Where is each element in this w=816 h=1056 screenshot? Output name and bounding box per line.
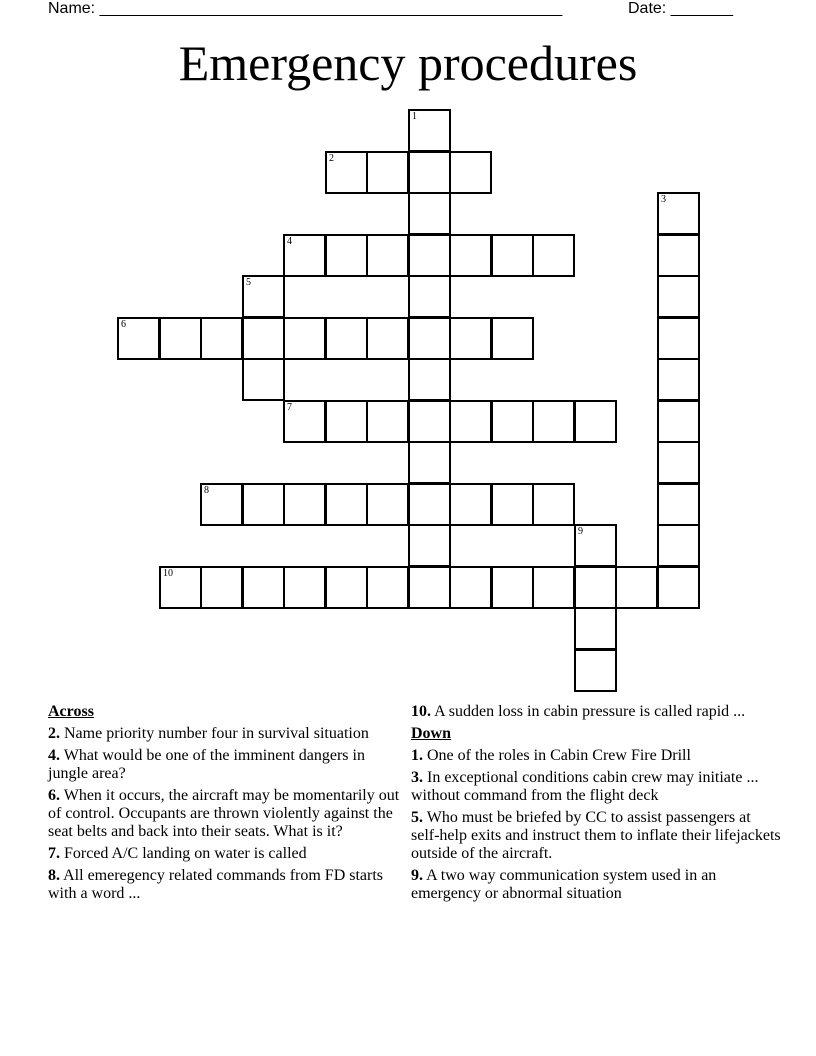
page-title: Emergency procedures (178, 35, 638, 91)
grid-cell[interactable] (366, 566, 409, 609)
cell-number: 6 (121, 319, 126, 330)
grid-cell[interactable] (449, 234, 492, 277)
grid-cell[interactable] (325, 234, 368, 277)
grid-cell[interactable] (491, 234, 534, 277)
grid-cell[interactable] (449, 151, 492, 194)
grid-cell[interactable] (408, 234, 451, 277)
grid-cell[interactable] (657, 234, 700, 277)
grid-cell[interactable] (408, 524, 451, 567)
grid-cell[interactable] (657, 317, 700, 360)
grid-cell[interactable] (242, 317, 285, 360)
clue-text: In exceptional conditions cabin crew may initiate ... without command from the flight deck (411, 769, 759, 804)
grid-cell[interactable] (325, 566, 368, 609)
grid-cell[interactable] (242, 358, 285, 401)
grid-cell[interactable] (532, 483, 575, 526)
grid-cell[interactable] (408, 192, 451, 235)
grid-cell[interactable] (408, 441, 451, 484)
grid-cell[interactable] (532, 566, 575, 609)
grid-cell[interactable] (283, 483, 326, 526)
clue-across-7 (48, 845, 404, 863)
grid-cell[interactable] (366, 400, 409, 443)
grid-cell[interactable] (325, 400, 368, 443)
cell-number: 3 (661, 194, 666, 205)
clue-down-1 (411, 747, 781, 765)
cell-number: 7 (287, 402, 292, 413)
clue-number: 6. (48, 787, 60, 804)
clue-text: Who must be briefed by CC to assist passengers at self-help exits and instruct them to inflate their lifejackets outside of the aircraft. (411, 809, 781, 862)
clue-down-3 (411, 769, 781, 805)
grid-cell[interactable] (200, 483, 243, 526)
clue-number: 3. (411, 769, 423, 786)
grid-cell[interactable] (657, 483, 700, 526)
grid-cell[interactable] (200, 566, 243, 609)
clue-text: All emeregency related commands from FD starts with a word ... (48, 867, 384, 902)
clue-number: 1. (411, 747, 423, 764)
grid-cell[interactable] (574, 607, 617, 650)
across-clues (48, 703, 404, 907)
clue-number: 10. (411, 703, 431, 720)
grid-cell[interactable] (242, 566, 285, 609)
grid-cell[interactable] (657, 275, 700, 318)
grid-cell[interactable] (283, 317, 326, 360)
clue-number: 7. (48, 845, 60, 862)
clue-down-5 (411, 809, 781, 863)
grid-cell[interactable] (657, 441, 700, 484)
grid-cell[interactable] (325, 317, 368, 360)
clue-number: 8. (48, 867, 60, 884)
clue-number: 5. (411, 809, 423, 826)
grid-cell[interactable] (325, 151, 368, 194)
grid-cell[interactable] (574, 566, 617, 609)
clue-down-9 (411, 867, 781, 903)
grid-cell[interactable] (408, 317, 451, 360)
grid-cell[interactable] (408, 151, 451, 194)
clue-text: Forced A/C landing on water is called (64, 845, 307, 862)
grid-cell[interactable] (242, 483, 285, 526)
clue-across-4 (48, 747, 404, 783)
grid-cell[interactable] (657, 358, 700, 401)
cell-number: 2 (329, 153, 334, 164)
cell-number: 5 (246, 277, 251, 288)
grid-cell[interactable] (366, 151, 409, 194)
cell-number: 4 (287, 236, 292, 247)
grid-cell[interactable] (200, 317, 243, 360)
grid-cell[interactable] (574, 400, 617, 443)
grid-cell[interactable] (408, 358, 451, 401)
clue-across-6 (48, 787, 404, 841)
grid-cell[interactable] (657, 566, 700, 609)
cell-number: 8 (204, 485, 209, 496)
grid-cell[interactable] (408, 275, 451, 318)
cell-number: 9 (578, 526, 583, 537)
grid-cell[interactable] (408, 400, 451, 443)
grid-cell[interactable] (159, 566, 202, 609)
grid-cell[interactable] (325, 483, 368, 526)
grid-cell[interactable] (491, 483, 534, 526)
right-clues (411, 703, 781, 907)
grid-cell[interactable] (283, 566, 326, 609)
clue-across-2 (48, 725, 404, 743)
grid-cell[interactable] (532, 400, 575, 443)
grid-cell[interactable] (242, 275, 285, 318)
grid-cell[interactable] (657, 524, 700, 567)
clue-text: A sudden loss in cabin pressure is called rapid ... (434, 703, 746, 720)
grid-cell[interactable] (491, 317, 534, 360)
grid-cell[interactable] (574, 649, 617, 692)
clue-number: 9. (411, 867, 423, 884)
grid-cell[interactable] (449, 483, 492, 526)
grid-cell[interactable] (408, 483, 451, 526)
grid-cell[interactable] (408, 566, 451, 609)
grid-cell[interactable] (283, 234, 326, 277)
grid-cell[interactable] (283, 400, 326, 443)
cell-number: 10 (163, 568, 173, 579)
clue-text: When it occurs, the aircraft may be momentarily out of control. Occupants are thrown violently against the seat belts and back into their seats. What is it? (48, 787, 400, 840)
grid-cell[interactable] (366, 234, 409, 277)
clue-number: 4. (48, 747, 60, 764)
grid-cell[interactable] (366, 483, 409, 526)
grid-cell[interactable] (117, 317, 160, 360)
clue-number: 2. (48, 725, 60, 742)
grid-cell[interactable] (491, 400, 534, 443)
grid-cell[interactable] (574, 524, 617, 567)
clue-across-8 (48, 867, 404, 903)
grid-cell[interactable] (657, 192, 700, 235)
grid-cell[interactable] (449, 566, 492, 609)
clue-text: One of the roles in Cabin Crew Fire Drill (427, 747, 691, 764)
down-heading: Down (411, 725, 452, 742)
grid-cell[interactable] (366, 317, 409, 360)
clue-text: Name priority number four in survival situation (64, 725, 369, 742)
name-field[interactable]: Name: ____________________________________________________ (48, 0, 563, 17)
grid-cell[interactable] (491, 566, 534, 609)
clue-text: What would be one of the imminent dangers in jungle area? (48, 747, 365, 782)
date-field[interactable]: Date: _______ (628, 0, 733, 17)
clue-text: A two way communication system used in an emergency or abnormal situation (411, 867, 717, 902)
grid-cell[interactable] (532, 234, 575, 277)
clue-across-10 (411, 703, 781, 721)
grid-cell[interactable] (615, 566, 658, 609)
grid-cell[interactable] (449, 400, 492, 443)
grid-cell[interactable] (657, 400, 700, 443)
grid-cell[interactable] (449, 317, 492, 360)
cell-number: 1 (412, 111, 417, 122)
grid-cell[interactable] (159, 317, 202, 360)
across-heading: Across (48, 703, 94, 720)
grid-cell[interactable] (408, 109, 451, 152)
